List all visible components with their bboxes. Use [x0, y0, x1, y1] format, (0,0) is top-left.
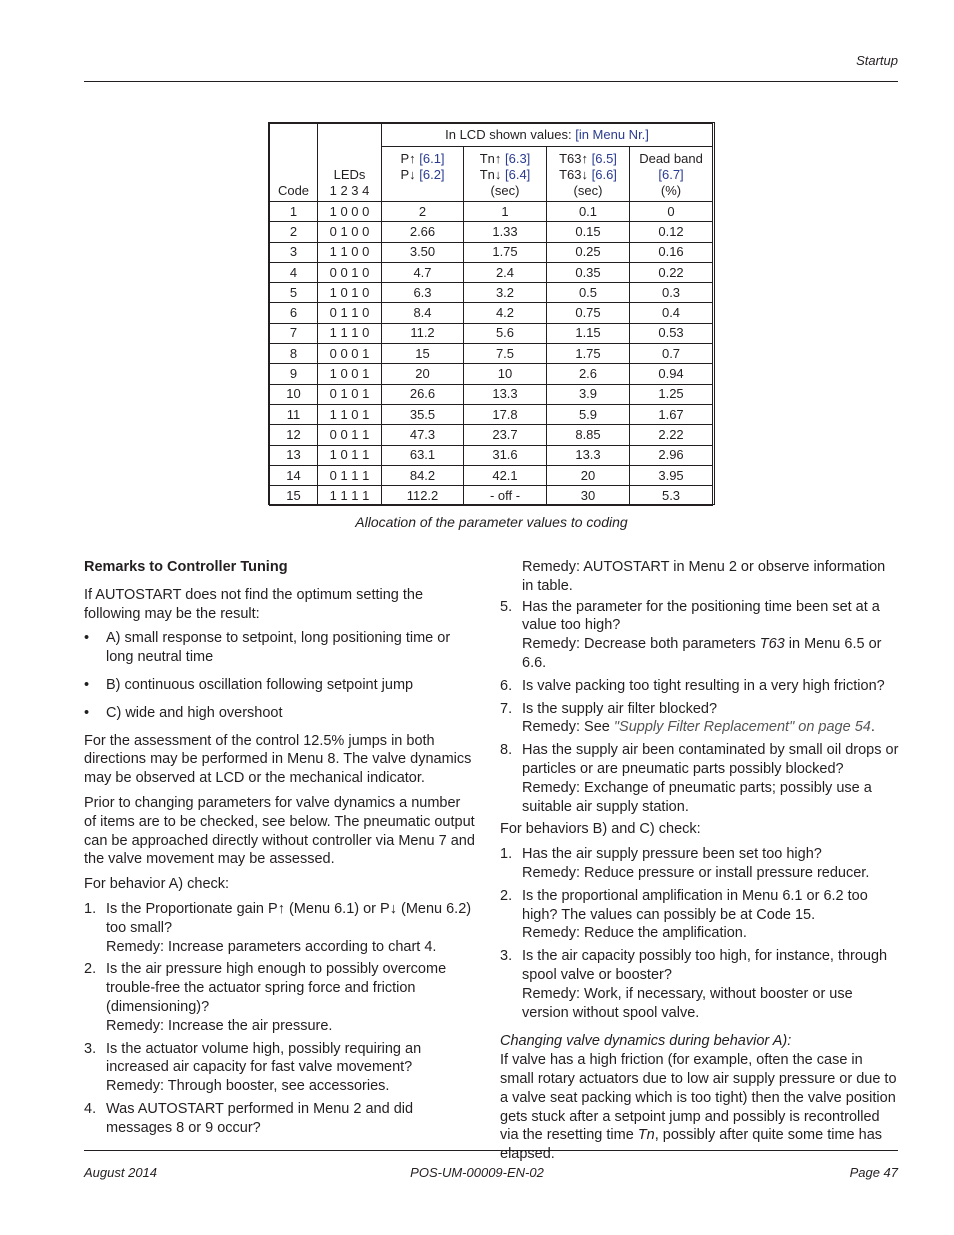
cell-code: 7	[270, 323, 318, 343]
cell-leds: 0 1 0 1	[318, 384, 382, 404]
table-row	[270, 465, 713, 485]
cell-t63: 5.9	[547, 404, 630, 424]
item-number: 7.	[500, 700, 513, 717]
item4-remedy: Remedy: AUTOSTART in Menu 2 or observe information in table.	[522, 559, 886, 594]
cell-deadband: 0	[630, 202, 713, 222]
changing-text-param: Tn	[637, 1127, 655, 1144]
cell-leds: 1 1 0 1	[318, 404, 382, 424]
cell-leds: 1 0 1 0	[318, 283, 382, 303]
cell-code: 3	[270, 242, 318, 262]
list-item	[84, 629, 476, 667]
cell-code: 5	[270, 283, 318, 303]
cell-p: 8.4	[382, 303, 464, 323]
header-deadband	[630, 147, 713, 202]
cell-tn: 17.8	[464, 404, 547, 424]
item-number: 3.	[500, 948, 513, 965]
cell-leds: 1 0 0 0	[318, 202, 382, 222]
item-remedy: Remedy: See	[522, 719, 614, 736]
header-t63-down-menu: [6.6]	[591, 167, 617, 182]
item-number: 2.	[84, 961, 97, 978]
cell-p: 112.2	[382, 486, 464, 506]
item-remedy: Remedy: Increase parameters according to chart 4.	[106, 938, 437, 955]
item-remedy-end: .	[870, 719, 875, 736]
cell-t63: 1.15	[547, 323, 630, 343]
intro-paragraph: If AUTOSTART does not find the optimum setting the following may be the result:	[84, 586, 424, 622]
header-deadband-label: Dead band	[639, 151, 703, 166]
cell-t63: 30	[547, 486, 630, 506]
cell-leds: 1 1 1 0	[318, 323, 382, 343]
cell-code: 1	[270, 202, 318, 222]
cell-deadband: 0.7	[630, 344, 713, 364]
cell-p: 4.7	[382, 262, 464, 282]
bullet-icon: •	[84, 676, 90, 693]
item-remedy: Remedy: Exchange of pneumatic parts; possibly use a suitable air supply station.	[522, 779, 872, 815]
header-t63	[547, 147, 630, 202]
item-number: 5.	[500, 598, 513, 615]
item-remedy: Remedy: Reduce the amplification.	[522, 925, 747, 942]
table-row	[270, 425, 713, 445]
cell-code: 10	[270, 384, 318, 404]
bullet-text: C) wide and high overshoot	[106, 704, 283, 721]
changing-paragraph	[500, 1051, 900, 1164]
item-remedy: Remedy: Work, if necessary, without booster or use version without spool valve.	[522, 985, 853, 1021]
cell-tn: 13.3	[464, 384, 547, 404]
changing-heading: Changing valve dynamics during behavior A):	[500, 1033, 792, 1050]
cell-deadband: 3.95	[630, 465, 713, 485]
cell-p: 6.3	[382, 283, 464, 303]
cell-t63: 13.3	[547, 445, 630, 465]
item-question: Is valve packing too tight resulting in a very high friction?	[522, 677, 885, 694]
list-item	[500, 947, 900, 1022]
cell-tn: - off -	[464, 486, 547, 506]
table-caption: Allocation of the parameter values to coding	[355, 514, 628, 530]
footer-date: August 2014	[84, 1165, 158, 1180]
table-row	[270, 202, 713, 222]
item-question: Is the supply air filter blocked?	[522, 700, 718, 717]
assessment-paragraph: For the assessment of the control 12.5% jumps in both directions may be performed in Menu 8. The valve dynamics may be observed at LCD or the mechanical indicator.	[84, 732, 472, 787]
list-item	[500, 677, 900, 696]
cell-deadband: 0.12	[630, 222, 713, 242]
item-number: 6.	[500, 677, 513, 694]
cell-t63: 0.75	[547, 303, 630, 323]
header-tn-unit: (sec)	[490, 183, 520, 198]
cell-t63: 0.5	[547, 283, 630, 303]
item-number: 3.	[84, 1040, 97, 1057]
cell-leds: 1 1 1 1	[318, 486, 382, 506]
list-item	[500, 845, 900, 883]
cell-code: 13	[270, 445, 318, 465]
header-rule	[84, 81, 898, 82]
item-number: 1.	[500, 846, 513, 863]
cell-tn: 31.6	[464, 445, 547, 465]
behavior-bc-checklist	[500, 845, 900, 1022]
item-question: Is the proportional amplification in Menu 6.1 or 6.2 too high? The values can possibly be at Code 15.	[522, 887, 868, 923]
cell-code: 14	[270, 465, 318, 485]
behavior-a-label: For behavior A) check:	[84, 876, 230, 893]
header-t63-down: T63↓	[559, 167, 588, 182]
list-item	[500, 598, 900, 673]
cell-deadband: 0.22	[630, 262, 713, 282]
bullet-icon: •	[84, 704, 90, 721]
item-remedy: Remedy: Increase the air pressure.	[106, 1017, 333, 1034]
cell-t63: 3.9	[547, 384, 630, 404]
bullet-icon: •	[84, 630, 90, 647]
list-item	[84, 1100, 476, 1138]
cell-tn: 1.33	[464, 222, 547, 242]
cell-deadband: 2.96	[630, 445, 713, 465]
parameter-table	[268, 122, 715, 505]
item-number: 1.	[84, 900, 97, 917]
cell-deadband: 2.22	[630, 425, 713, 445]
cell-deadband: 0.3	[630, 283, 713, 303]
cell-code: 12	[270, 425, 318, 445]
cell-t63: 20	[547, 465, 630, 485]
list-item	[84, 1040, 476, 1096]
table-row	[270, 242, 713, 262]
table-row	[270, 384, 713, 404]
header-p-down: P↓	[400, 167, 416, 182]
item-remedy-param: T63	[759, 636, 785, 653]
cell-leds: 1 0 1 1	[318, 445, 382, 465]
header-leds	[318, 124, 382, 202]
cell-tn: 3.2	[464, 283, 547, 303]
cell-tn: 7.5	[464, 344, 547, 364]
cell-t63: 1.75	[547, 344, 630, 364]
cell-leds: 0 0 0 1	[318, 344, 382, 364]
table-row	[270, 222, 713, 242]
footer-doc-number: POS-UM-00009-EN-02	[410, 1165, 544, 1180]
cell-deadband: 1.67	[630, 404, 713, 424]
cell-code: 6	[270, 303, 318, 323]
cell-p: 84.2	[382, 465, 464, 485]
cell-tn: 10	[464, 364, 547, 384]
behavior-list	[84, 629, 476, 722]
cell-code: 11	[270, 404, 318, 424]
cell-deadband: 0.53	[630, 323, 713, 343]
section-title: Startup	[856, 53, 898, 68]
cell-p: 63.1	[382, 445, 464, 465]
header-tn-down-menu: [6.4]	[505, 167, 531, 182]
table-row	[270, 323, 713, 343]
header-leds-bits: 1 2 3 4	[329, 183, 370, 198]
list-item	[500, 741, 900, 816]
header-tn-up: Tn↑	[479, 151, 502, 166]
header-p-up: P↑	[400, 151, 416, 166]
bullet-text: A) small response to setpoint, long positioning time or long neutral time	[106, 630, 451, 666]
cell-tn: 23.7	[464, 425, 547, 445]
cell-p: 35.5	[382, 404, 464, 424]
cell-code: 4	[270, 262, 318, 282]
list-item	[84, 676, 476, 695]
table-row	[270, 262, 713, 282]
list-item	[84, 900, 476, 956]
changing-text: If valve has a high friction (for example, often the case in small rotary actuators due to low air supply pressure or due to a valve seat packing which is too tight) then the valve position gets stuck after a setpoint jump and possibly is recontrolled via the resetting time	[500, 1052, 897, 1144]
table-row	[270, 486, 713, 506]
item-remedy-end: in Menu 6.5 or 6.6.	[522, 636, 882, 671]
behavior-a-checklist	[84, 900, 476, 1138]
cell-t63: 8.85	[547, 425, 630, 445]
item-number: 8.	[500, 742, 513, 759]
table-row	[270, 344, 713, 364]
footer-rule	[84, 1150, 898, 1151]
header-lcd-label: In LCD shown values:	[445, 127, 572, 142]
table-row	[270, 445, 713, 465]
remarks-heading: Remarks to Controller Tuning	[84, 559, 288, 575]
header-t63-up: T63↑	[559, 151, 588, 166]
item-question: Is the Proportionate gain P↑ (Menu 6.1) or P↓ (Menu 6.2) too small?	[106, 900, 472, 936]
header-lcd-menu: [in Menu Nr.]	[575, 127, 649, 142]
list-item	[84, 704, 476, 723]
behavior-a-checklist-cont	[500, 598, 900, 817]
left-column	[84, 558, 476, 1144]
cell-t63: 0.15	[547, 222, 630, 242]
item-question: Was AUTOSTART performed in Menu 2 and did messages 8 or 9 occur?	[106, 1100, 414, 1136]
cell-leds: 0 1 0 0	[318, 222, 382, 242]
header-p-down-menu: [6.2]	[419, 167, 445, 182]
table-row	[270, 364, 713, 384]
cell-leds: 0 1 1 0	[318, 303, 382, 323]
cell-code: 2	[270, 222, 318, 242]
cell-deadband: 0.94	[630, 364, 713, 384]
cell-tn: 42.1	[464, 465, 547, 485]
cell-tn: 4.2	[464, 303, 547, 323]
cell-p: 15	[382, 344, 464, 364]
cell-t63: 0.25	[547, 242, 630, 262]
cell-deadband: 1.25	[630, 384, 713, 404]
header-tn	[464, 147, 547, 202]
header-code: Code	[270, 124, 318, 202]
table-row	[270, 303, 713, 323]
cell-tn: 1.75	[464, 242, 547, 262]
item-remedy: Remedy: Decrease both parameters	[522, 636, 760, 653]
header-t63-up-menu: [6.5]	[591, 151, 617, 166]
supply-filter-link[interactable]: "Supply Filter Replacement" on page 54	[613, 719, 871, 736]
item-question: Has the air supply pressure been set too high?	[522, 846, 822, 863]
prior-paragraph: Prior to changing parameters for valve dynamics a number of items are to be checked, see below. The pneumatic output can be approached directly without controller via Menu 7 and the valve movement may be assessed.	[84, 794, 475, 868]
header-t63-unit: (sec)	[573, 183, 603, 198]
list-item	[500, 700, 900, 738]
list-item	[84, 960, 476, 1035]
item-question: Is the air capacity possibly too high, for instance, through spool valve or booster?	[522, 948, 888, 983]
cell-leds: 0 0 1 1	[318, 425, 382, 445]
header-deadband-menu: [6.7]	[658, 167, 684, 182]
cell-p: 2	[382, 202, 464, 222]
item-question: Is the actuator volume high, possibly requiring an increased air capacity for fast valve movement?	[106, 1040, 422, 1076]
cell-tn: 2.4	[464, 262, 547, 282]
header-p	[382, 147, 464, 202]
changing-text-end: , possibly after quite some time has elapsed.	[500, 1127, 883, 1163]
cell-p: 20	[382, 364, 464, 384]
header-tn-up-menu: [6.3]	[505, 151, 531, 166]
list-item	[500, 887, 900, 943]
cell-p: 3.50	[382, 242, 464, 262]
cell-code: 8	[270, 344, 318, 364]
header-p-up-menu: [6.1]	[419, 151, 445, 166]
table-row	[270, 283, 713, 303]
item-question: Has the parameter for the positioning time been set at a value too high?	[522, 598, 880, 634]
cell-p: 11.2	[382, 323, 464, 343]
item-remedy: Remedy: Through booster, see accessories.	[106, 1078, 390, 1095]
header-deadband-unit: (%)	[660, 183, 682, 198]
cell-code: 15	[270, 486, 318, 506]
cell-leds: 1 1 0 0	[318, 242, 382, 262]
cell-t63: 0.35	[547, 262, 630, 282]
cell-tn: 1	[464, 202, 547, 222]
header-lcd-values	[382, 124, 713, 147]
table-row	[270, 404, 713, 424]
cell-leds: 0 1 1 1	[318, 465, 382, 485]
item-question: Is the air pressure high enough to possibly overcome trouble-free the actuator spring force and friction (dimensioning)?	[106, 961, 447, 1015]
cell-p: 26.6	[382, 384, 464, 404]
cell-deadband: 5.3	[630, 486, 713, 506]
bullet-text: B) continuous oscillation following setpoint jump	[106, 676, 414, 693]
header-tn-down: Tn↓	[479, 167, 502, 182]
cell-leds: 0 0 1 0	[318, 262, 382, 282]
footer-page: Page 47	[849, 1165, 898, 1180]
cell-p: 47.3	[382, 425, 464, 445]
item-remedy: Remedy: Reduce pressure or install pressure reducer.	[522, 864, 870, 881]
header-leds-label: LEDs	[333, 167, 366, 182]
behavior-bc-label: For behaviors B) and C) check:	[500, 821, 701, 838]
cell-t63: 2.6	[547, 364, 630, 384]
cell-code: 9	[270, 364, 318, 384]
right-column	[500, 558, 900, 1170]
cell-deadband: 0.4	[630, 303, 713, 323]
item-number: 2.	[500, 887, 513, 904]
cell-p: 2.66	[382, 222, 464, 242]
item-question: Has the supply air been contaminated by small oil drops or particles or are pneumatic parts possibly blocked?	[522, 742, 899, 777]
cell-leds: 1 0 0 1	[318, 364, 382, 384]
cell-tn: 5.6	[464, 323, 547, 343]
item-number: 4.	[84, 1100, 97, 1117]
cell-deadband: 0.16	[630, 242, 713, 262]
cell-t63: 0.1	[547, 202, 630, 222]
